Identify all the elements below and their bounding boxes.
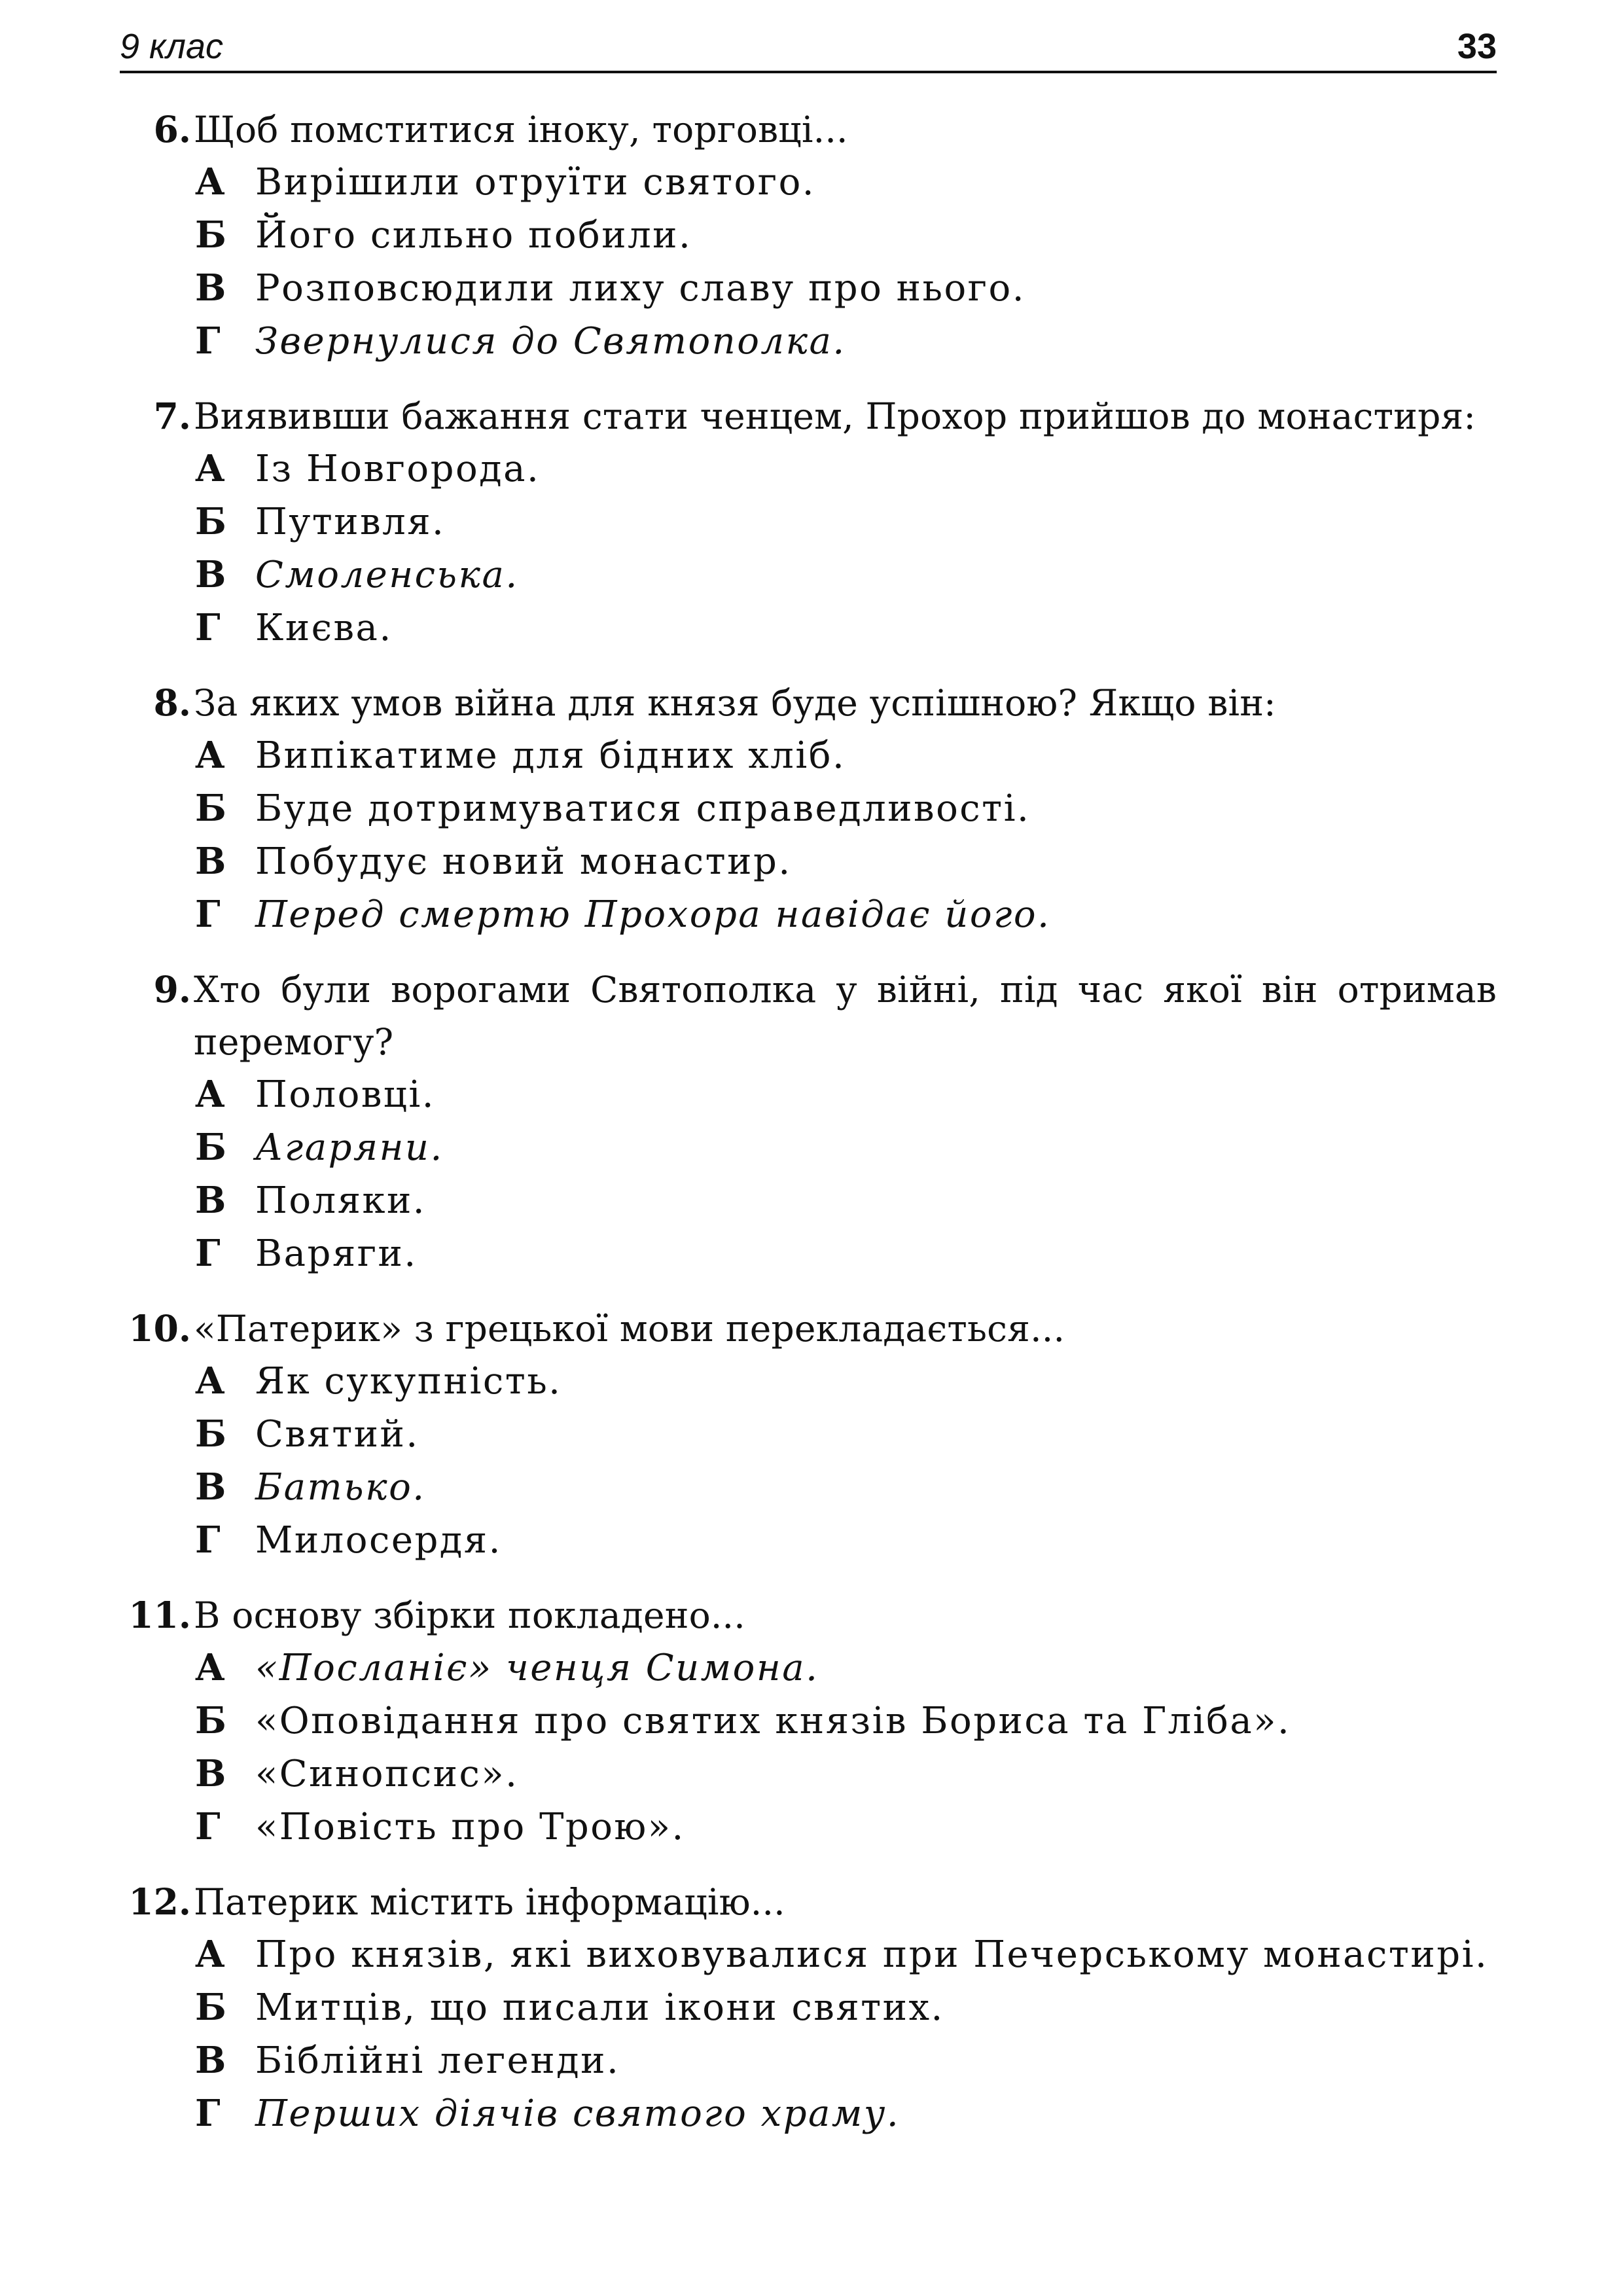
question-number: 10. — [128, 1307, 191, 1350]
correct-answer-text: «Посланіє» ченця Симона. — [255, 1647, 819, 1689]
question-number: 9. — [153, 968, 191, 1011]
option-text: Митців, що писали ікони святих. — [255, 1986, 944, 2029]
option-letter: А — [195, 734, 225, 777]
question-row — [120, 677, 1497, 729]
answer-option — [195, 1461, 1497, 1514]
answer-options — [195, 1355, 1497, 1567]
answer-option — [195, 1068, 1497, 1121]
correct-answer-text: Звернулися до Святополка. — [255, 320, 846, 363]
class-label: 9 клас — [120, 27, 224, 66]
answer-option — [195, 601, 1497, 655]
option-letter: Г — [195, 2092, 221, 2135]
question-item — [120, 390, 1497, 655]
question-text: Щоб помститися іноку, торговці... — [194, 109, 848, 151]
option-letter: А — [195, 1073, 225, 1116]
answer-option — [195, 442, 1497, 495]
option-letter: Г — [195, 1805, 221, 1848]
answer-option — [195, 2087, 1497, 2140]
answer-option — [195, 1928, 1497, 1981]
answer-option — [195, 782, 1497, 835]
question-text: Патерик містить інформацію... — [194, 1881, 785, 1923]
option-letter: Б — [195, 1699, 226, 1742]
correct-answer-text: Перед смертю Прохора навідає його. — [255, 893, 1051, 936]
option-text: Його сильно побили. — [255, 214, 692, 257]
option-text: Милосердя. — [255, 1519, 502, 1562]
option-letter: А — [195, 1359, 225, 1403]
answer-option — [195, 729, 1497, 782]
question-row — [120, 1876, 1497, 1928]
question-item — [120, 1876, 1497, 2140]
option-letter: В — [195, 1752, 226, 1795]
correct-answer-text: Перших діячів святого храму. — [255, 2092, 901, 2135]
question-list — [120, 103, 1497, 2162]
option-letter: Г — [195, 1232, 221, 1275]
option-letter: Б — [195, 1412, 226, 1456]
answer-option — [195, 888, 1497, 941]
option-letter: Б — [195, 213, 226, 257]
question-text: «Патерик» з грецької мови перекладається... — [194, 1308, 1065, 1350]
option-text: Половці. — [255, 1073, 436, 1116]
answer-option — [195, 2034, 1497, 2087]
question-number: 12. — [128, 1880, 191, 1923]
option-letter: В — [195, 553, 226, 596]
option-letter: Б — [195, 500, 226, 543]
question-row — [120, 1302, 1497, 1355]
question-number: 8. — [153, 681, 191, 724]
answer-option — [195, 835, 1497, 888]
answer-option — [195, 315, 1497, 368]
question-row — [120, 103, 1497, 156]
option-text: «Оповідання про святих князів Бориса та Гліба». — [255, 1700, 1291, 1742]
option-letter: В — [195, 2039, 226, 2082]
answer-options — [195, 442, 1497, 655]
answer-option — [195, 1227, 1497, 1280]
question-item — [120, 1302, 1497, 1567]
option-text: «Синопсис». — [255, 1753, 519, 1795]
answer-options — [195, 729, 1497, 941]
option-letter: В — [195, 1465, 226, 1509]
option-text: Буде дотримуватися справедливості. — [255, 787, 1031, 830]
answer-option — [195, 1174, 1497, 1227]
option-letter: А — [195, 1933, 225, 1976]
option-letter: В — [195, 840, 226, 883]
option-text: Як сукупність. — [255, 1360, 562, 1403]
answer-option — [195, 1355, 1497, 1408]
answer-options — [195, 156, 1497, 368]
option-letter: Г — [195, 1518, 221, 1562]
correct-answer-text: Агаряни. — [255, 1126, 444, 1169]
answer-options — [195, 1641, 1497, 1854]
option-letter: Г — [195, 893, 221, 936]
option-text: Випікатиме для бідних хліб. — [255, 734, 846, 777]
option-text: Про князів, які виховувалися при Печерському монастирі. — [255, 1933, 1489, 1976]
question-text: За яких умов війна для князя буде успішною? Якщо він: — [194, 682, 1276, 724]
page-number: 33 — [1457, 27, 1497, 66]
correct-answer-text: Смоленська. — [255, 554, 519, 596]
option-letter: Б — [195, 1986, 226, 2029]
option-text: «Повість про Трою». — [255, 1806, 685, 1848]
question-text: В основу збірки покладено... — [194, 1594, 745, 1636]
option-text: Біблійні легенди. — [255, 2039, 620, 2082]
question-row — [120, 963, 1497, 1068]
answer-options — [195, 1928, 1497, 2140]
question-item — [120, 103, 1497, 368]
answer-option — [195, 548, 1497, 601]
option-letter: Г — [195, 606, 221, 649]
option-text: Розповсюдили лиху славу про нього. — [255, 267, 1026, 310]
option-text: Путивля. — [255, 501, 446, 543]
question-item — [120, 963, 1497, 1280]
option-letter: А — [195, 1646, 225, 1689]
option-text: Варяги. — [255, 1232, 418, 1275]
option-text: Вирішили отруїти святого. — [255, 161, 816, 204]
option-letter: В — [195, 1179, 226, 1222]
answer-option — [195, 262, 1497, 315]
option-letter: Б — [195, 1126, 226, 1169]
answer-option — [195, 495, 1497, 548]
answer-option — [195, 1981, 1497, 2034]
question-number: 7. — [153, 395, 191, 437]
question-text: Виявивши бажання стати ченцем, Прохор прийшов до монастиря: — [194, 395, 1476, 437]
answer-option — [195, 156, 1497, 209]
answer-option — [195, 1695, 1497, 1748]
answer-option — [195, 1408, 1497, 1461]
question-text: Хто були ворогами Святополка у війні, під час якої він отримав перемогу? — [194, 969, 1497, 1063]
question-row — [120, 390, 1497, 442]
question-item — [120, 1589, 1497, 1854]
answer-option — [195, 1748, 1497, 1801]
answer-option — [195, 1121, 1497, 1174]
answer-options — [195, 1068, 1497, 1280]
answer-option — [195, 1514, 1497, 1567]
question-row — [120, 1589, 1497, 1641]
option-letter: А — [195, 447, 225, 490]
option-letter: Б — [195, 787, 226, 830]
answer-option — [195, 209, 1497, 262]
answer-option — [195, 1641, 1497, 1695]
correct-answer-text: Батько. — [255, 1466, 426, 1509]
option-letter: В — [195, 266, 226, 310]
option-text: Святий. — [255, 1413, 419, 1456]
page-header — [120, 25, 1497, 73]
question-number: 6. — [153, 108, 191, 151]
option-letter: Г — [195, 319, 221, 363]
option-letter: А — [195, 160, 225, 204]
option-text: Києва. — [255, 607, 393, 649]
option-text: Із Новгорода. — [255, 448, 541, 490]
answer-option — [195, 1801, 1497, 1854]
option-text: Поляки. — [255, 1179, 427, 1222]
question-item — [120, 677, 1497, 941]
option-text: Побудує новий монастир. — [255, 840, 792, 883]
question-number: 11. — [128, 1594, 191, 1636]
